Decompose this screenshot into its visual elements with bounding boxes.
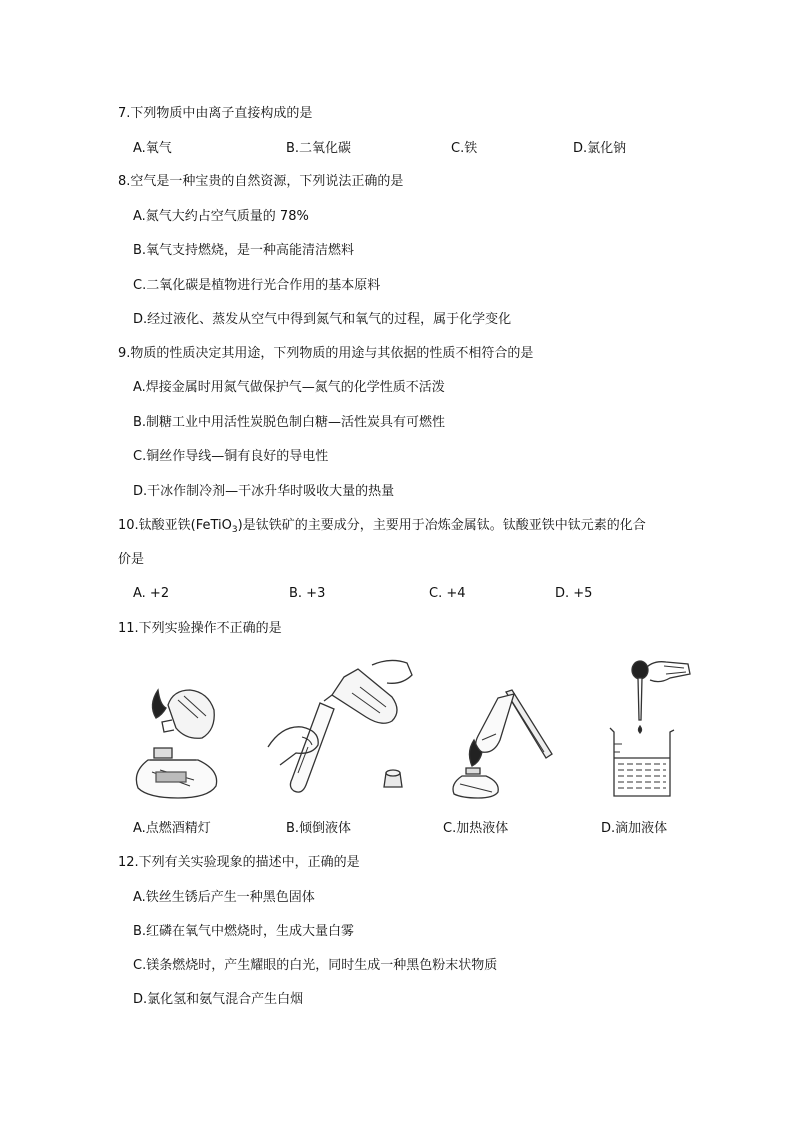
q9-option-b[interactable]: B.制糖工业中用活性炭脱色制白糖—活性炭具有可燃性 xyxy=(133,415,446,430)
q9-option-d[interactable]: D.干冰作制冷剂—干冰升华时吸收大量的热量 xyxy=(133,484,395,499)
q8-option-d[interactable]: D.经过液化、蒸发从空气中得到氮气和氧气的过程，属于化学变化 xyxy=(133,312,512,327)
figure-d-drop-liquid xyxy=(604,654,694,804)
q7-option-c[interactable]: C.铁 xyxy=(451,141,478,156)
q7-option-b[interactable]: B.二氧化碳 xyxy=(286,141,352,156)
question-10-stem-line2: 价是 xyxy=(118,552,145,567)
q10-stem-suffix: )是钛铁矿的主要成分，主要用于冶炼金属钛。钛酸亚铁中钛元素的化合 xyxy=(237,518,646,533)
q7-option-a[interactable]: A.氧气 xyxy=(133,141,172,156)
q8-option-c[interactable]: C.二氧化碳是植物进行光合作用的基本原料 xyxy=(133,278,381,293)
question-10-stem xyxy=(118,516,646,540)
question-11-stem: 11.下列实验操作不正确的是 xyxy=(118,621,282,636)
q12-option-a[interactable]: A.铁丝生锈后产生一种黑色固体 xyxy=(133,890,315,905)
q12-option-c[interactable]: C.镁条燃烧时，产生耀眼的白光，同时生成一种黑色粉末状物质 xyxy=(133,958,498,973)
q8-option-a[interactable]: A.氮气大约占空气质量的 78% xyxy=(133,209,309,224)
q10-option-a[interactable]: A. +2 xyxy=(133,586,170,601)
figure-b-pour-liquid xyxy=(262,655,422,805)
figure-c-heat-liquid xyxy=(448,688,558,798)
q11-option-d[interactable]: D.滴加液体 xyxy=(601,821,668,836)
figure-a-light-alcohol-lamp xyxy=(128,660,228,800)
q10-option-c[interactable]: C. +4 xyxy=(429,586,466,601)
q10-stem-subscript: 3 xyxy=(231,525,238,535)
q11-option-b[interactable]: B.倾倒液体 xyxy=(286,821,352,836)
question-7-stem: 7.下列物质中由离子直接构成的是 xyxy=(118,106,313,121)
question-9-stem: 9.物质的性质决定其用途，下列物质的用途与其依据的性质不相符合的是 xyxy=(118,346,534,361)
q10-option-d[interactable]: D. +5 xyxy=(555,586,593,601)
question-8-stem: 8.空气是一种宝贵的自然资源，下列说法正确的是 xyxy=(118,174,404,189)
q9-option-c[interactable]: C.铜丝作导线—铜有良好的导电性 xyxy=(133,449,329,464)
q12-option-b[interactable]: B.红磷在氧气中燃烧时，生成大量白雾 xyxy=(133,924,355,939)
q12-option-d[interactable]: D.氯化氢和氨气混合产生白烟 xyxy=(133,992,304,1007)
q8-option-b[interactable]: B.氧气支持燃烧，是一种高能清洁燃料 xyxy=(133,243,355,258)
q11-option-a[interactable]: A.点燃酒精灯 xyxy=(133,821,211,836)
q7-option-d[interactable]: D.氯化钠 xyxy=(573,141,627,156)
q11-option-c[interactable]: C.加热液体 xyxy=(443,821,509,836)
q10-option-b[interactable]: B. +3 xyxy=(289,586,326,601)
q9-option-a[interactable]: A.焊接金属时用氮气做保护气—氮气的化学性质不活泼 xyxy=(133,380,445,395)
question-12-stem: 12.下列有关实验现象的描述中，正确的是 xyxy=(118,855,360,870)
q10-stem-prefix: 10.钛酸亚铁(FeTiO xyxy=(118,518,232,533)
